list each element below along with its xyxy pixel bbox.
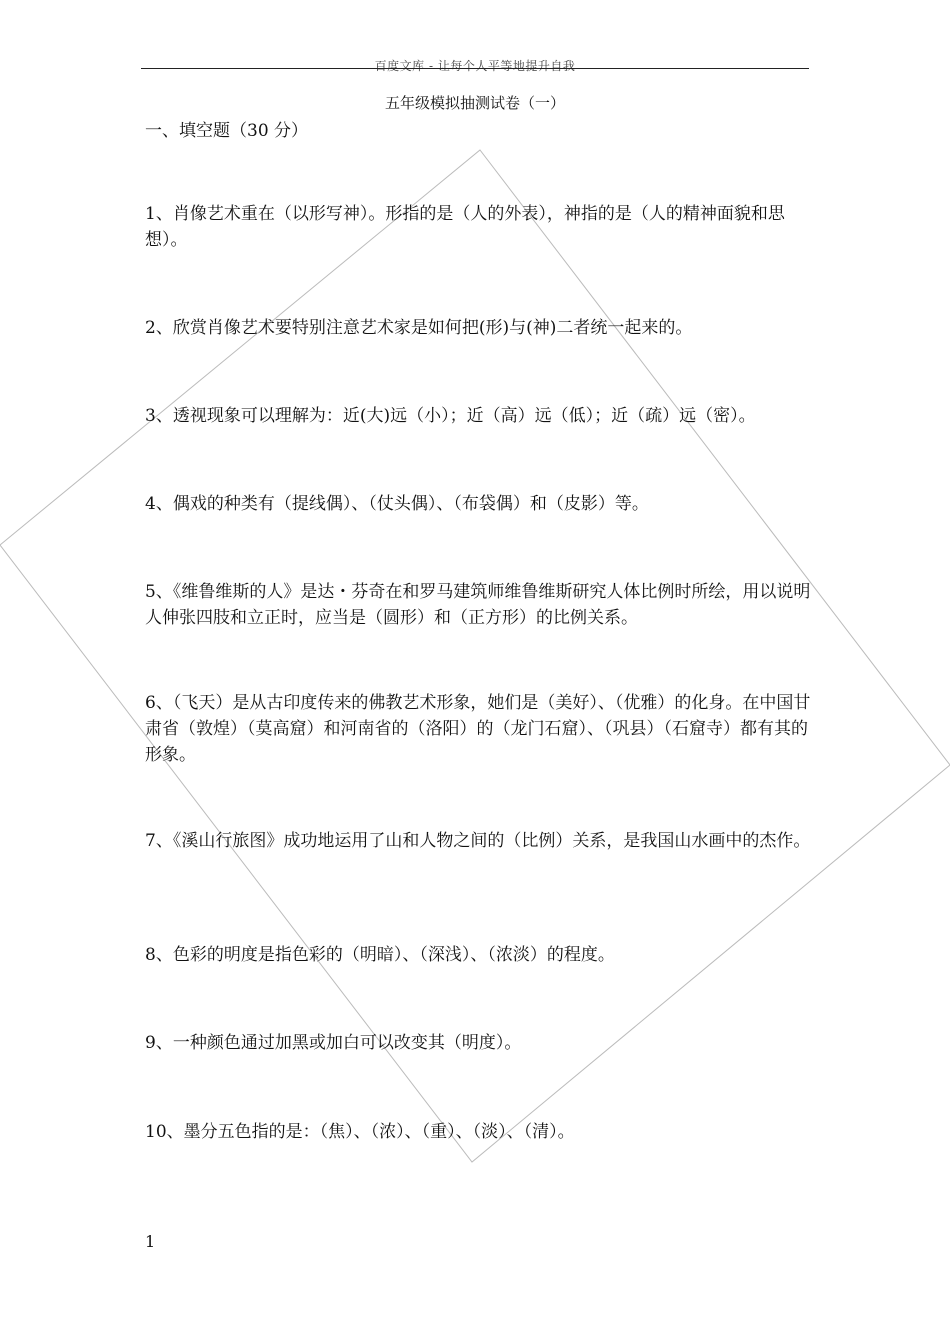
page-number: 1 — [145, 1232, 156, 1251]
question-2: 2、欣赏肖像艺术要特别注意艺术家是如何把(形)与(神)二者统一起来的。 — [145, 318, 693, 338]
question-5: 5、《维鲁维斯的人》是达・芬奇在和罗马建筑师维鲁维斯研究人体比例时所绘，用以说明人伸张四肢和立正时，应当是（圆形）和（正方形）的比例关系。 — [145, 582, 811, 628]
question-7: 7、《溪山行旅图》成功地运用了山和人物之间的（比例）关系，是我国山水画中的杰作。 — [145, 831, 811, 851]
document-title: 五年级模拟抽测试卷（一） — [384, 94, 565, 112]
header-text: 百度文库 - 让每个人平等地提升自我 — [374, 59, 576, 73]
header-rule — [141, 68, 809, 69]
question-4: 4、偶戏的种类有（提线偶）、（仗头偶）、（布袋偶）和（皮影）等。 — [145, 494, 649, 514]
question-6: 6、（飞天）是从古印度传来的佛教艺术形象，她们是（美好）、（优雅）的化身。在中国甘肃省（敦煌）（莫高窟）和河南省的（洛阳）的（龙门石窟）、（巩县）（石窟寺）都有其的形象。 — [145, 693, 811, 765]
question-8: 8、色彩的明度是指色彩的（明暗）、（深浅）、（浓淡）的程度。 — [145, 945, 615, 965]
section-heading: 一、填空题（30 分） — [145, 121, 309, 141]
question-3: 3、透视现象可以理解为：近(大)远（小）；近（高）远（低）；近（疏）远（密）。 — [145, 406, 756, 426]
question-10: 10、墨分五色指的是：（焦）、（浓）、（重）、（淡）、（清）。 — [145, 1122, 575, 1142]
question-9: 9、一种颜色通过加黑或加白可以改变其（明度）。 — [145, 1033, 522, 1053]
question-1: 1、肖像艺术重在（以形写神）。形指的是（人的外表），神指的是（人的精神面貌和思想）。 — [145, 204, 785, 250]
